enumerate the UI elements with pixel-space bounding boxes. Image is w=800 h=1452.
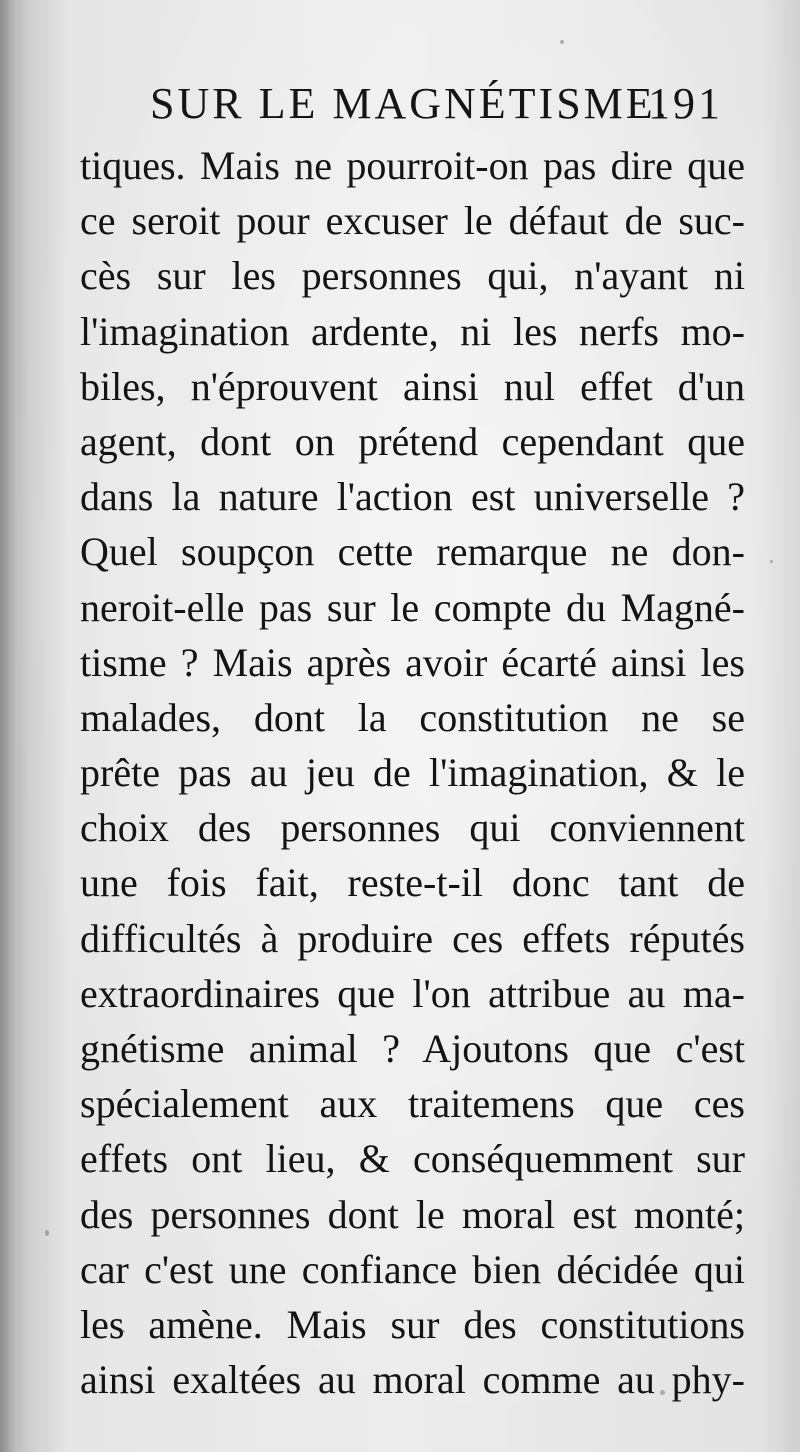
text-line: neroit-elle pas sur le compte du Magné-: [80, 584, 745, 630]
text-line: gnétisme animal ? Ajoutons que c'est: [80, 1026, 745, 1071]
text-line: effets ont lieu, & conséquemment sur: [80, 1136, 745, 1182]
paper-speck: [45, 1230, 49, 1236]
paper-speck: [770, 560, 773, 563]
text-line: des personnes dont le moral est monté;: [80, 1191, 745, 1237]
text-line: ainsi exaltées au moral comme au phy-: [80, 1357, 745, 1403]
text-line: tisme ? Mais après avoir écarté ainsi les: [80, 639, 745, 685]
text-line: car c'est une confiance bien décidée qui: [80, 1246, 745, 1292]
page-number: 191: [648, 79, 723, 128]
text-line: ce seroit pour excuser le défaut de suc-: [80, 198, 745, 244]
running-head-title: SUR LE MAGNÉTISME.: [150, 79, 670, 128]
text-line: dans la nature l'action est universelle ?: [80, 474, 745, 520]
text-line: extraordinaires que l'on attribue au ma-: [80, 970, 745, 1016]
text-line: Quel soupçon cette remarque ne don-: [80, 529, 745, 575]
body-text: [80, 138, 745, 1407]
text-line: cès sur les personnes qui, n'ayant ni: [80, 253, 745, 299]
text-line: spécialement aux traitemens que ces: [80, 1081, 745, 1127]
text-line: malades, dont la constitution ne se: [80, 694, 745, 740]
text-line: prête pas au jeu de l'imagination, & le: [80, 750, 745, 796]
text-line: difficultés à produire ces effets réputés: [80, 915, 745, 961]
paper-speck: [560, 40, 564, 44]
paper-speck: [660, 1390, 665, 1395]
text-line: choix des personnes qui conviennent: [80, 805, 745, 851]
page-gutter-shadow: [0, 0, 18, 1452]
text-line: biles, n'éprouvent ainsi nul effet d'un: [80, 363, 745, 409]
text-line: agent, dont on prétend cependant que: [80, 418, 745, 464]
text-line: l'imagination ardente, ni les nerfs mo-: [80, 308, 745, 354]
text-line: une fois fait, reste-t-il donc tant de: [80, 860, 745, 906]
text-line: tiques. Mais ne pourroit-on pas dire que: [80, 143, 745, 188]
paper-speck: [120, 1330, 125, 1333]
running-head: [150, 78, 790, 138]
text-line: les amène. Mais sur des constitutions: [80, 1301, 745, 1347]
